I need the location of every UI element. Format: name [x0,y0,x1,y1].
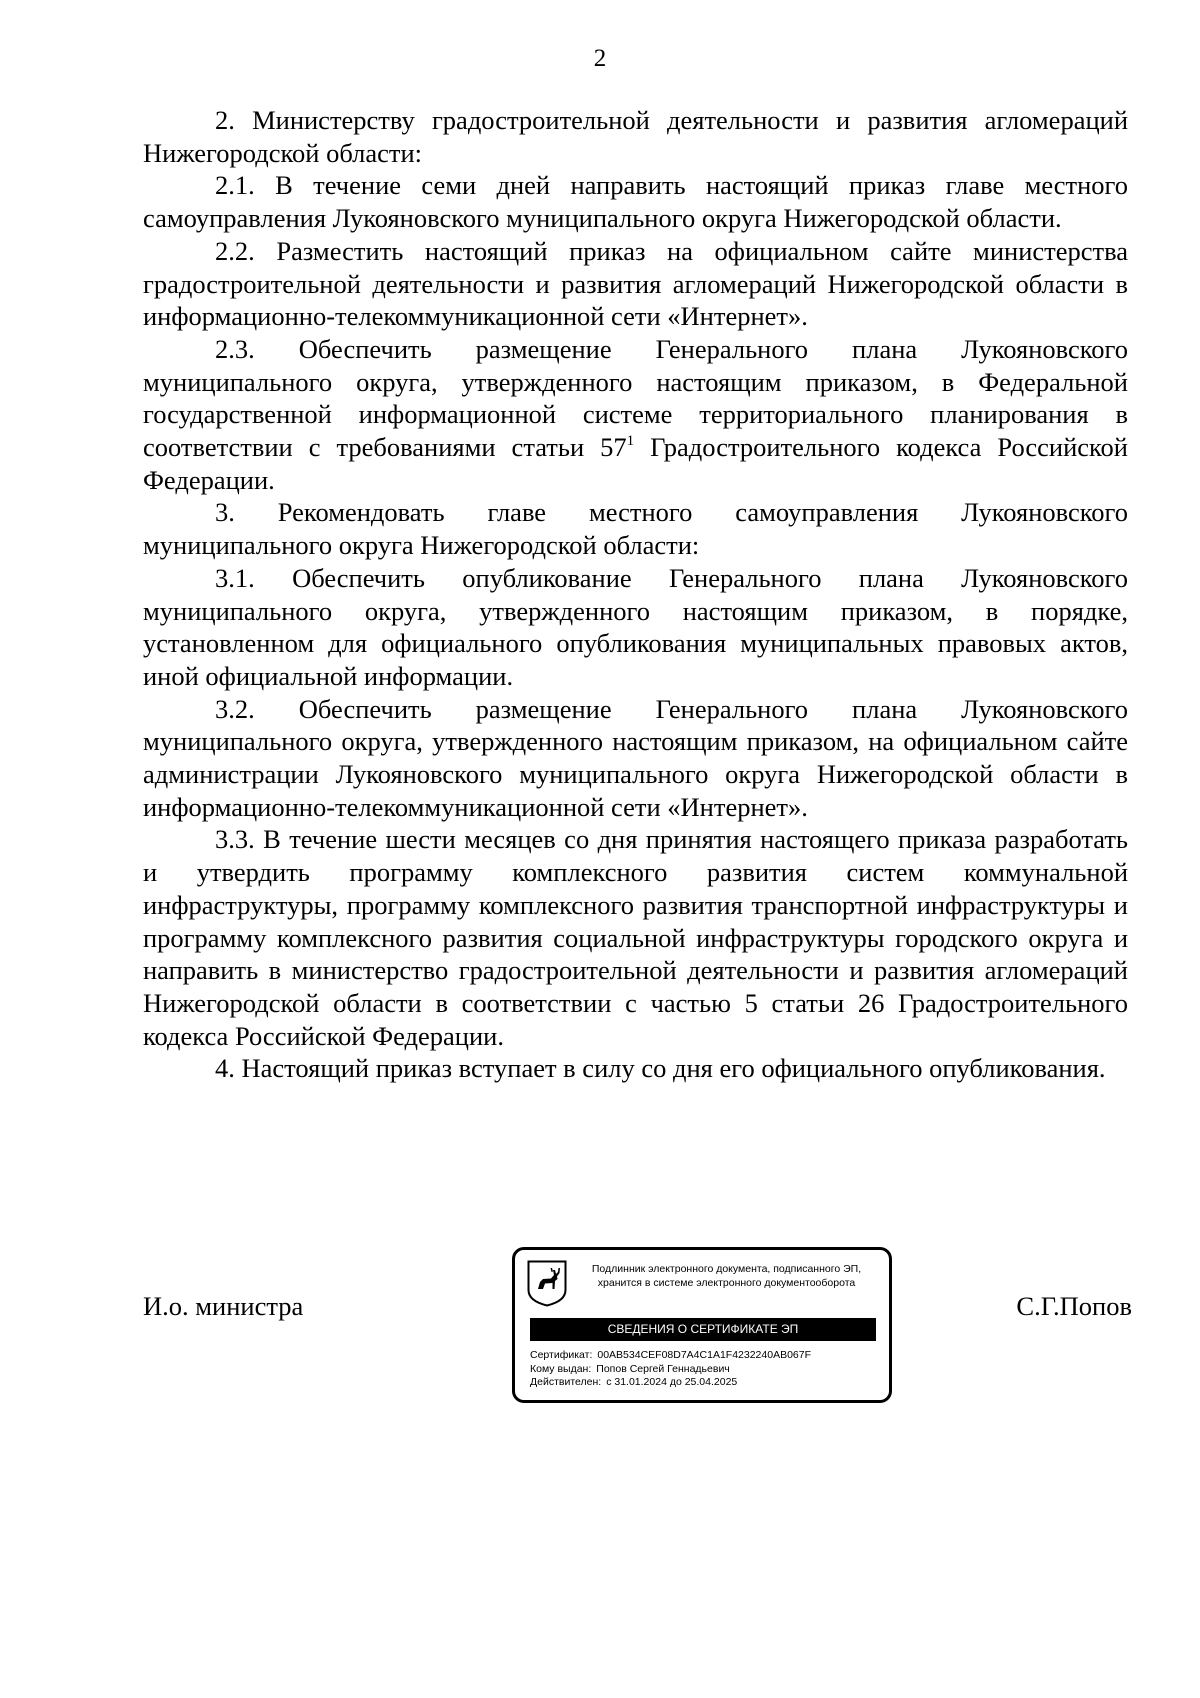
paragraph-2: 2. Министерству градостроительной деятельности и развития агломераций Нижегородской области: [143,105,1128,168]
stamp-header-line-1: Подлинник электронного документа, подписанного ЭП, [591,1263,862,1275]
certificate-row [530,1349,885,1363]
paragraph-3-2: 3.2. Обеспечить размещение Генерального плана Лукояновского муниципального округа, утвержденного настоящим приказом, на официальном сайте администрации Лукояновского муниципального округа Нижегородской области в информационно-телекоммуникационной сети «Интернет». [143,693,1128,822]
superscript-number: 1 [626,433,635,450]
issued-to-label: Кому выдан: [530,1362,592,1375]
paragraph-3: 3. Рекомендовать главе местного самоуправления Лукояновского муниципального округа Нижегородской области: [143,497,1128,561]
paragraph-3-1: 3.1. Обеспечить опубликование Генерального плана Лукояновского муниципального округа, утвержденного настоящим приказом, в порядке, установленном для официального опубликования муниципальных правовых актов, иной официальной информации. [143,562,1128,691]
page-number: 2 [593,45,607,72]
paragraph-3-3: 3.3. В течение шести месяцев со дня принятия настоящего приказа разработать и утвердить программу комплексного развития систем коммунальной инфраструктуры, программу комплексного развития транспортной инфраструктуры и программу комплексного развития социальной инфраструктуры городского округа и направить в министерство градостроительной деятельности и развития агломераций Нижегородской области в соответствии с частью 5 статьи 26 Градостроительного кодекса Российской Федерации. [143,824,1128,1051]
validity-label: Действителен: [530,1376,602,1388]
paragraph-2-2: 2.2. Разместить настоящий приказ на официальном сайте министерства градостроительной деятельности и развития агломераций Нижегородской области в информационно-телекоммуникационной сети «Интернет». [143,235,1128,332]
certificate-details [530,1349,885,1390]
paragraph-2-3-continuation: Градостроительного кодекса Российской Федерации. [143,432,1128,495]
issued-to-row [530,1363,885,1377]
signer-name: С.Г.Попов [1016,1291,1132,1321]
signer-title: И.о. министра [143,1291,304,1321]
paragraph-2-1: 2.1. В течение семи дней направить настоящий приказ главе местного самоуправления Лукояновского муниципального округа Нижегородской области. [143,170,1128,234]
paragraph-2-3 [143,333,1128,497]
paragraph-2-3-text: 2.3. Обеспечить размещение Генерального плана Лукояновского муниципального округа, утвержденного настоящим приказом, в Федеральной государственной информационной системе территориального планирования в соответствии с требованиями статьи 57 [143,333,1128,463]
certificate-info-bar: СВЕДЕНИЯ О СЕРТИФИКАТЕ ЭП [530,1318,876,1341]
electronic-signature-stamp [512,1247,892,1403]
validity-row [530,1376,885,1390]
certificate-label: Сертификат: [530,1349,593,1361]
stamp-header [569,1262,884,1290]
certificate-value: 00AB534CEF08D7A4C1A1F4232240AB067F [597,1349,812,1361]
validity-value: с 31.01.2024 до 25.04.2025 [606,1376,738,1388]
document-body [143,104,1128,1085]
stamp-header-line-2: хранится в системе электронного документооборота [597,1277,856,1289]
nizhny-novgorod-emblem-icon [527,1260,567,1307]
issued-to-value: Попов Сергей Геннадьевич [596,1362,730,1375]
paragraph-4: 4. Настоящий приказ вступает в силу со дня его официального опубликования. [215,1053,1106,1084]
